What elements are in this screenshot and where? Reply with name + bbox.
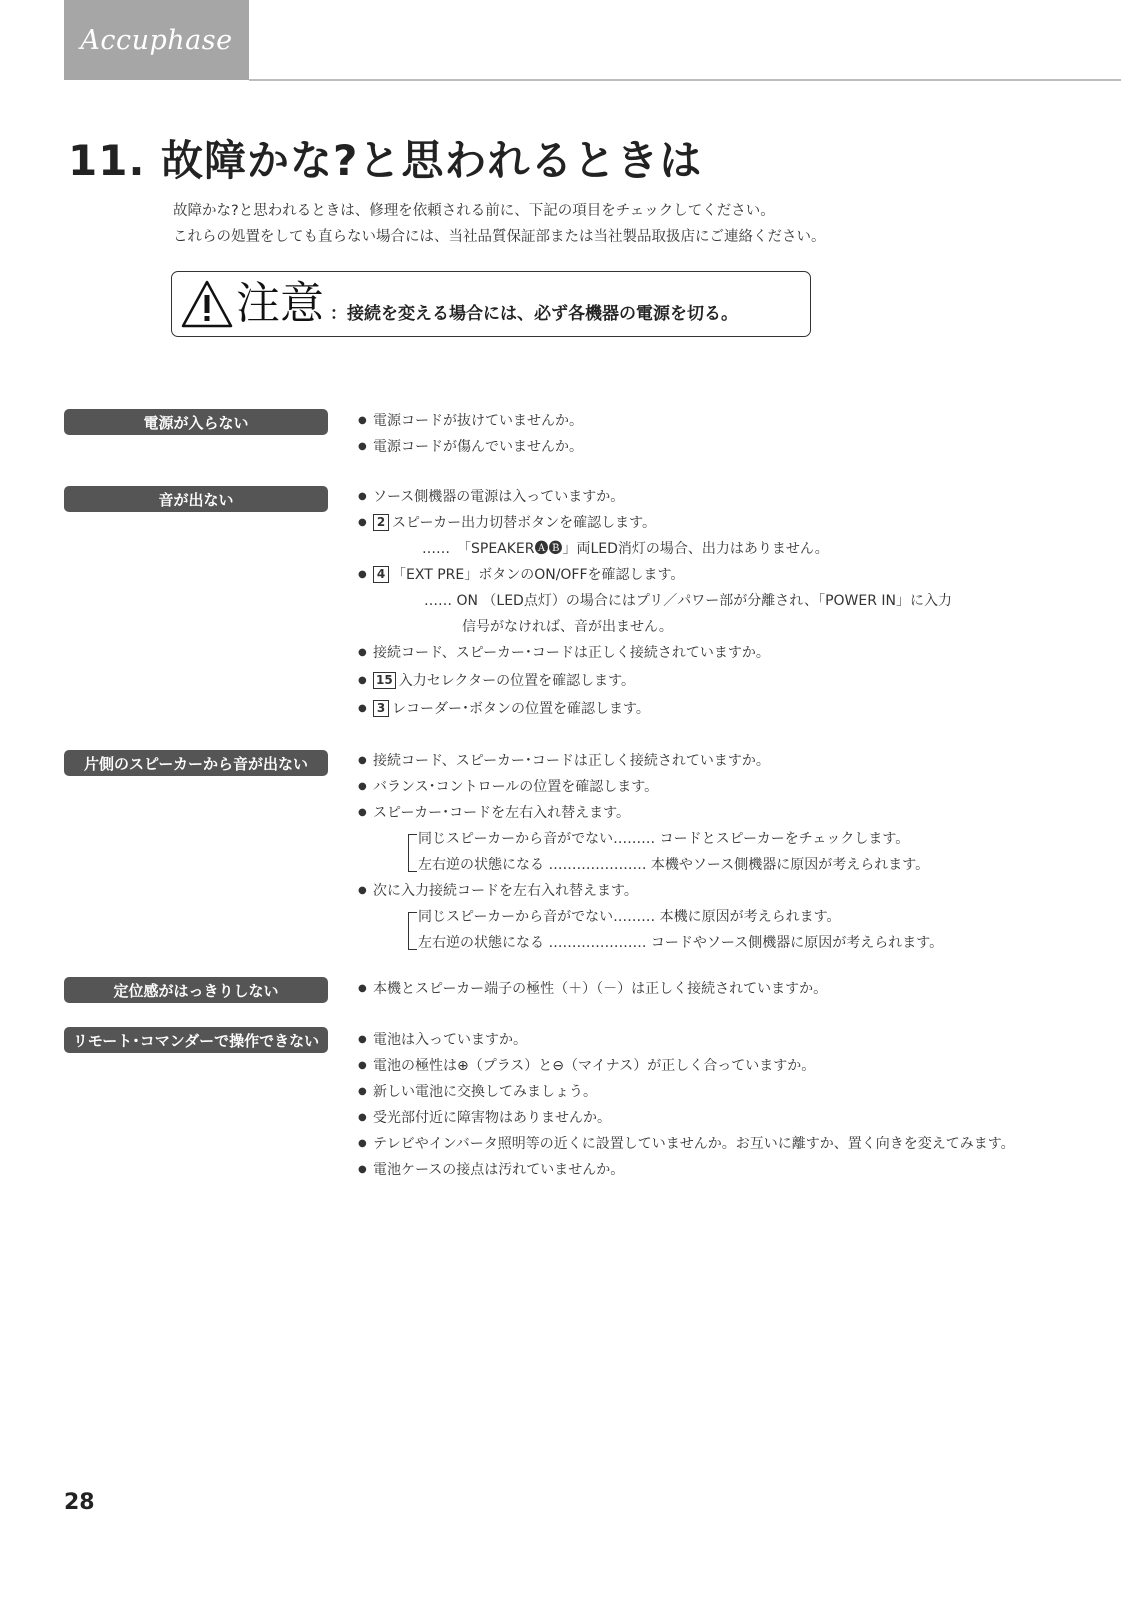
list-item: ● テレビやインバータ照明等の近くに設置していませんか。お互いに離すか、置く向きを変えてみます。 — [358, 1131, 1023, 1157]
outcome-bracket — [358, 826, 1038, 878]
control-number-badge: 15 — [373, 672, 396, 689]
section-label-power: 電源が入らない — [64, 409, 328, 435]
list-item: ● 電池の極性は⊕（プラス）と⊖（マイナス）が正しく合っていますか。 — [358, 1053, 1038, 1079]
brand-name: Accuphase — [80, 24, 233, 56]
brand-logo — [64, 0, 249, 80]
caution-label: 注意 — [236, 278, 324, 329]
section-items-power — [358, 408, 1038, 460]
section-label-no-sound: 音が出ない — [64, 486, 328, 512]
list-item: ● 電源コードが傷んでいませんか。 — [358, 434, 1038, 460]
page-number: 28 — [64, 1490, 95, 1515]
section-label-remote: リモート･コマンダーで操作できない — [64, 1027, 328, 1053]
outcome-row: 左右逆の状態になる ………………… コードやソース側機器に原因が考えられます。 — [418, 935, 944, 951]
intro-text — [173, 198, 826, 250]
intro-line: これらの処置をしても直らない場合には、当社品質保証部または当社製品取扱店にご連絡ください。 — [173, 229, 826, 245]
outcome-row: 左右逆の状態になる ………………… 本機やソース側機器に原因が考えられます。 — [418, 857, 930, 873]
outcome-row: 同じスピーカーから音がでない……… 本機に原因が考えられます。 — [418, 909, 841, 925]
list-item: ● 本機とスピーカー端子の極性（＋）（－）は正しく接続されていますか。 — [358, 976, 1038, 1002]
list-item-note: 信号がなければ、音が出ません。 — [462, 619, 673, 635]
section-items-one-side — [358, 748, 1038, 956]
list-item: ● 接続コード、スピーカー･コードは正しく接続されていますか。 — [358, 640, 1038, 666]
list-item-text: 「EXT PRE」ボタンのON/OFFを確認します。 — [392, 567, 685, 583]
list-item: ● 電源コードが抜けていませんか。 — [358, 408, 1038, 434]
section-label-position: 定位感がはっきりしない — [64, 977, 328, 1003]
bracket-line — [408, 834, 417, 872]
outcome-row: 同じスピーカーから音がでない……… コードとスピーカーをチェックします。 — [418, 831, 910, 847]
list-item-text: レコーダー･ボタンの位置を確認します。 — [392, 701, 650, 717]
bracket-line — [408, 912, 417, 950]
list-item: ● 電池は入っていますか。 — [358, 1027, 1038, 1053]
control-number-badge: 2 — [373, 514, 389, 531]
list-item-note: …… ON （LED点灯）の場合にはプリ／パワー部が分離され、「POWER IN」に入力 — [424, 593, 953, 609]
list-item-note: …… 「SPEAKER🅐🅑」両LED消灯の場合、出力はありません。 — [422, 541, 829, 557]
caution-text: ：接続を変える場合には、必ず各機器の電源を切る。 — [330, 303, 738, 324]
list-item: ● スピーカー･コードを左右入れ替えます。 — [358, 800, 1038, 826]
section-items-no-sound — [358, 484, 1038, 722]
list-item-text: 入力セレクターの位置を確認します。 — [398, 673, 636, 689]
list-item — [358, 696, 1038, 722]
list-item: ● 接続コード、スピーカー･コードは正しく接続されていますか。 — [358, 748, 1038, 774]
outcome-bracket — [358, 904, 1038, 956]
list-item: ● 新しい電池に交換してみましょう。 — [358, 1079, 1038, 1105]
header-rule — [249, 79, 1121, 81]
warning-icon — [180, 279, 234, 329]
list-item — [358, 562, 1038, 588]
section-items-position — [358, 976, 1038, 1002]
list-item — [358, 668, 1038, 694]
control-number-badge: 4 — [373, 566, 389, 583]
list-item: ● 電池ケースの接点は汚れていませんか。 — [358, 1157, 1038, 1183]
intro-line: 故障かな?と思われるときは、修理を依頼される前に、下記の項目をチェックしてください。 — [173, 203, 775, 219]
list-item: ● ソース側機器の電源は入っていますか。 — [358, 484, 1038, 510]
page-title: 11. 故障かな?と思われるときは — [68, 136, 703, 185]
section-label-one-side: 片側のスピーカーから音が出ない — [64, 750, 328, 776]
control-number-badge: 3 — [373, 700, 389, 717]
list-item: ● 受光部付近に障害物はありませんか。 — [358, 1105, 1038, 1131]
list-item — [358, 510, 1038, 536]
caution-box — [171, 271, 811, 337]
list-item-text: スピーカー出力切替ボタンを確認します。 — [392, 515, 657, 531]
section-items-remote — [358, 1027, 1038, 1183]
list-item: ● バランス･コントロールの位置を確認します。 — [358, 774, 1038, 800]
list-item: ● 次に入力接続コードを左右入れ替えます。 — [358, 878, 1038, 904]
